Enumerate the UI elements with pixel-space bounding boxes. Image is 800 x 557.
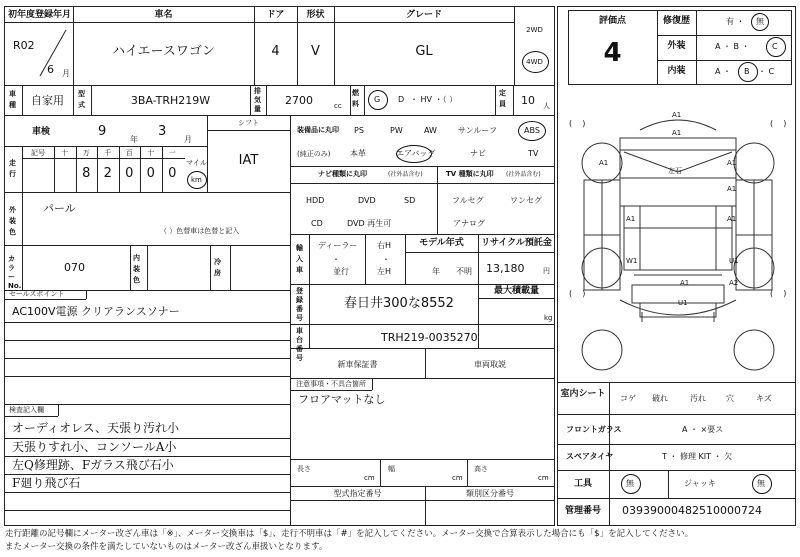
equipment-item: ナビ (470, 149, 486, 158)
interior-seat-item: 破れ (652, 394, 668, 403)
ext-label: 外装 (667, 41, 686, 51)
height-label: 高さ (474, 465, 488, 473)
inspection-year-unit: 年 (130, 135, 138, 144)
door-count: 4 (271, 44, 280, 59)
diagram-mark-x1: 左石 (668, 167, 682, 175)
inspection-month-unit: 月 (184, 135, 192, 144)
exterior-label: 外装色 (9, 206, 16, 236)
tools-label: 工具 (573, 479, 592, 489)
equipment-item: TV (528, 149, 539, 158)
car-name: ハイエースワゴン (112, 44, 215, 59)
jack-value: 無 (757, 479, 765, 488)
recycle-value: 13,180 (486, 262, 525, 275)
tv-title: TV 種類に丸印 (446, 170, 494, 178)
odometer-digit: 0 (168, 166, 177, 181)
max-load-label: 最大積載量 (493, 286, 539, 296)
displacement-label: 排気量 (254, 87, 261, 113)
odometer-label: 走行 (9, 159, 16, 178)
bracket-br: ( ) (770, 289, 787, 298)
inspector-line-3: 左Q修理跡、Fガラス飛び石小 (12, 458, 174, 472)
equipment-item: ABS (524, 126, 540, 135)
grade-label: グレード (405, 10, 442, 20)
door-label: ドア (266, 10, 285, 20)
ext-options: A ・ B ・ (715, 42, 750, 51)
shift-label: シフト (238, 119, 259, 127)
equipment-item: PW (390, 126, 403, 135)
model-year-unknown: 不明 (456, 267, 472, 276)
width-label: 幅 (388, 465, 395, 473)
interior-seat-item: 汚れ (690, 394, 706, 403)
score-value: 4 (603, 38, 622, 68)
tv-analog: アナログ (453, 219, 485, 228)
equipment-item: PS (354, 126, 364, 135)
inspection-month: 3 (158, 124, 167, 139)
navi-sd: SD (404, 196, 416, 205)
odometer-unit-header: 千 (104, 149, 112, 157)
fuel-label: 燃料 (352, 89, 359, 108)
shape-label: 形状 (306, 10, 325, 20)
diagram-mark-a1-lf: A1 (599, 159, 609, 167)
exterior-value: パール (43, 202, 76, 215)
import-left-h: 左H (377, 267, 392, 276)
width-unit: cm (452, 474, 463, 482)
repair-options: 有 ・ (726, 17, 745, 26)
odometer-unit-header: 一 (168, 149, 176, 157)
inspector-line-2: 天張りすれ小、コンソールA小 (12, 440, 177, 454)
mgmt-no-value: 03939000482510000724 (622, 504, 762, 517)
footer-line-2: またメーター交換の条件を満たしていないものはメーター改ざん車扱いとなります。 (5, 542, 328, 552)
int-a: A ・ (715, 67, 732, 76)
interior-seat-item: キズ (756, 394, 772, 403)
odometer-digit: 0 (146, 166, 155, 181)
color-no-label: カラーNo. (8, 255, 22, 290)
bracket-tl: ( ) (569, 119, 586, 128)
fuel-other: ・ HV ・（ ） (410, 95, 458, 104)
inspection-label: 車検 (32, 127, 51, 137)
model-year-unit: 年 (432, 267, 440, 276)
capacity-unit: 人 (543, 102, 550, 110)
first-reg-label: 初年度登録年月 (8, 10, 72, 20)
tv-oneseg: ワンセグ (510, 196, 542, 205)
import-dealer: ディーラー (318, 241, 358, 250)
equipment-title: 装備品に丸印 (297, 126, 339, 134)
equipment-sub: (純正のみ) (297, 150, 331, 158)
interior-seat-item: 穴 (726, 394, 734, 403)
bracket-tr: ( ) (770, 119, 787, 128)
diagram-mark-u1-rear: U1 (678, 299, 688, 307)
navi-cd: CD (311, 219, 323, 228)
equipment-item: エアバッグ (396, 149, 436, 158)
recycle-label: リサイクル預託金 (481, 238, 552, 248)
odometer-digit: 8 (82, 166, 91, 181)
diagram-mark-u1-r: U1 (729, 257, 739, 265)
diagram-mark-a1-top: A1 (672, 111, 682, 119)
navi-title: ナビ種類に丸印 (318, 170, 367, 178)
model-value: 3BA-TRH219W (130, 94, 211, 107)
odometer-digit: 2 (103, 166, 112, 181)
mgmt-no-label: 管理番号 (564, 506, 601, 516)
displacement-unit: cc (334, 102, 342, 110)
first-reg-month-unit: 月 (62, 69, 70, 78)
diagram-mark-a1-front: A1 (672, 129, 682, 137)
odometer-unit-header: 十 (61, 149, 69, 157)
bracket-bl: ( ) (569, 289, 586, 298)
grade-value: GL (415, 44, 433, 59)
navi-hdd: HDD (306, 196, 325, 205)
car-name-label: 車名 (154, 10, 173, 20)
odometer-unit-header: 十 (147, 149, 155, 157)
odometer-sign-label: 記号 (31, 149, 45, 157)
inspector-line-4: F廻り飛び石 (12, 476, 81, 490)
notes-value: フロアマットなし (298, 393, 386, 406)
length-unit: cm (364, 474, 375, 482)
length-label: 長さ (297, 465, 311, 473)
odometer-unit-header: 万 (82, 149, 90, 157)
manual-label: 車両取説 (474, 360, 506, 369)
navi-dvd: DVD (358, 196, 376, 205)
interior-color-label: 内装色 (133, 254, 140, 284)
odometer-unit-header: 百 (125, 149, 133, 157)
shift-value: IAT (238, 153, 259, 168)
inspector-label: 検査記入欄 (9, 406, 44, 414)
chassis-label: 車台番号 (296, 327, 303, 362)
category-label: 類別区分番号 (466, 489, 514, 498)
first-reg-era-year: R02 (13, 39, 35, 52)
import-dot: ・ (332, 255, 340, 264)
int-label: 内装 (667, 66, 686, 76)
interior-seat-item: コゲ (620, 394, 636, 403)
airbag-circle (396, 145, 432, 163)
ext-c: C (772, 42, 778, 51)
recycle-unit: 円 (543, 267, 550, 275)
import-label: 輸入車 (296, 244, 303, 274)
windshield-value: A ・ ×要ス (682, 425, 724, 434)
abs-circle (518, 121, 546, 141)
int-b: B (744, 67, 750, 76)
diagram-mark-a1-rear: A1 (680, 279, 690, 287)
sales-point-label: セールスポイント (9, 290, 65, 298)
registration-value: 春日井300な8552 (344, 296, 454, 311)
diagram-mark-a1-rr: A1 (727, 215, 737, 223)
mile-label: マイル (186, 159, 207, 167)
diagram-mark-a2: A2 (729, 279, 739, 287)
import-dot2: ・ (382, 255, 390, 264)
displacement-value: 2700 (285, 94, 313, 107)
registration-label: 登録番号 (296, 287, 303, 322)
jack-label: ジャッキ (684, 479, 716, 488)
tv-fullseg: フルセグ (452, 196, 484, 205)
diagram-mark-w1: W1 (626, 257, 638, 265)
inspector-line-1: オーディオレス、天張り汚れ小 (12, 421, 180, 435)
diagram-mark-a1-rf: A1 (727, 159, 737, 167)
shape-value: V (311, 44, 320, 59)
equipment-item: サンルーフ (458, 126, 497, 135)
cooler-label: 冷房 (214, 258, 221, 277)
vehicle-type-label: 車種 (9, 90, 16, 109)
model-label: 型式 (78, 90, 85, 109)
car-diagram (562, 100, 794, 380)
repair-label: 修復歴 (662, 16, 690, 26)
exterior-note: （ ）色替車は色替と記入 (160, 227, 240, 235)
height-unit: cm (538, 474, 549, 482)
capacity-value: 10 (521, 94, 535, 107)
score-label: 評価点 (598, 16, 626, 26)
chassis-value: TRH219-0035270 (381, 331, 478, 344)
usage-value: 自家用 (31, 94, 64, 107)
km-label: km (191, 176, 202, 184)
tools-value: 無 (626, 479, 634, 488)
model-year-label: モデル年式 (419, 238, 464, 248)
repair-none: 無 (756, 17, 764, 26)
spare-tire-label: スペアタイヤ (566, 452, 614, 461)
notes-label: 注意事項・不具合箇所 (296, 380, 366, 388)
diagram-mark-a1-r: A1 (727, 185, 737, 193)
tv-note: (社外品含む) (506, 171, 541, 178)
diagram-mark-a1-l: A1 (626, 215, 636, 223)
import-right-h: 右H (377, 241, 392, 250)
odometer-digit: 0 (125, 166, 134, 181)
inspection-year: 9 (98, 124, 107, 139)
drive-4wd: 4WD (526, 58, 543, 66)
interior-seat-label: 室内シート (560, 389, 606, 399)
spare-tire-value: T ・ 修理 KIT ・ 欠 (662, 452, 733, 461)
fuel-d: D (398, 95, 405, 104)
navi-note: (社外品含む) (388, 171, 423, 178)
first-reg-month: 6 (47, 63, 54, 76)
windshield-label: フロントガラス (566, 425, 622, 434)
drive-2wd: 2WD (526, 26, 543, 34)
max-load-unit: kg (544, 314, 553, 322)
int-c: ・ C (758, 67, 775, 76)
fuel-g: G (374, 95, 381, 104)
color-no-value: 070 (64, 261, 85, 274)
import-parallel: 並行 (333, 267, 349, 276)
navi-dvd-play: DVD 再生可 (347, 219, 392, 228)
capacity-label: 定員 (499, 89, 506, 108)
warranty-label: 新車保証書 (337, 360, 378, 369)
equipment-item: 本革 (350, 149, 366, 158)
type-designation-label: 型式指定番号 (333, 489, 382, 498)
equipment-item: AW (424, 126, 437, 135)
sales-point-value: AC100V電源 クリアランスソナー (12, 305, 180, 318)
footer-line-1: 走行距離の記号欄にメーター改ざん車は「※」、メーター交換車は「$」、走行不明車は「#」を記入してください。メーター交換で合算表示した場合にも「$」を記入してください。 (5, 529, 694, 539)
